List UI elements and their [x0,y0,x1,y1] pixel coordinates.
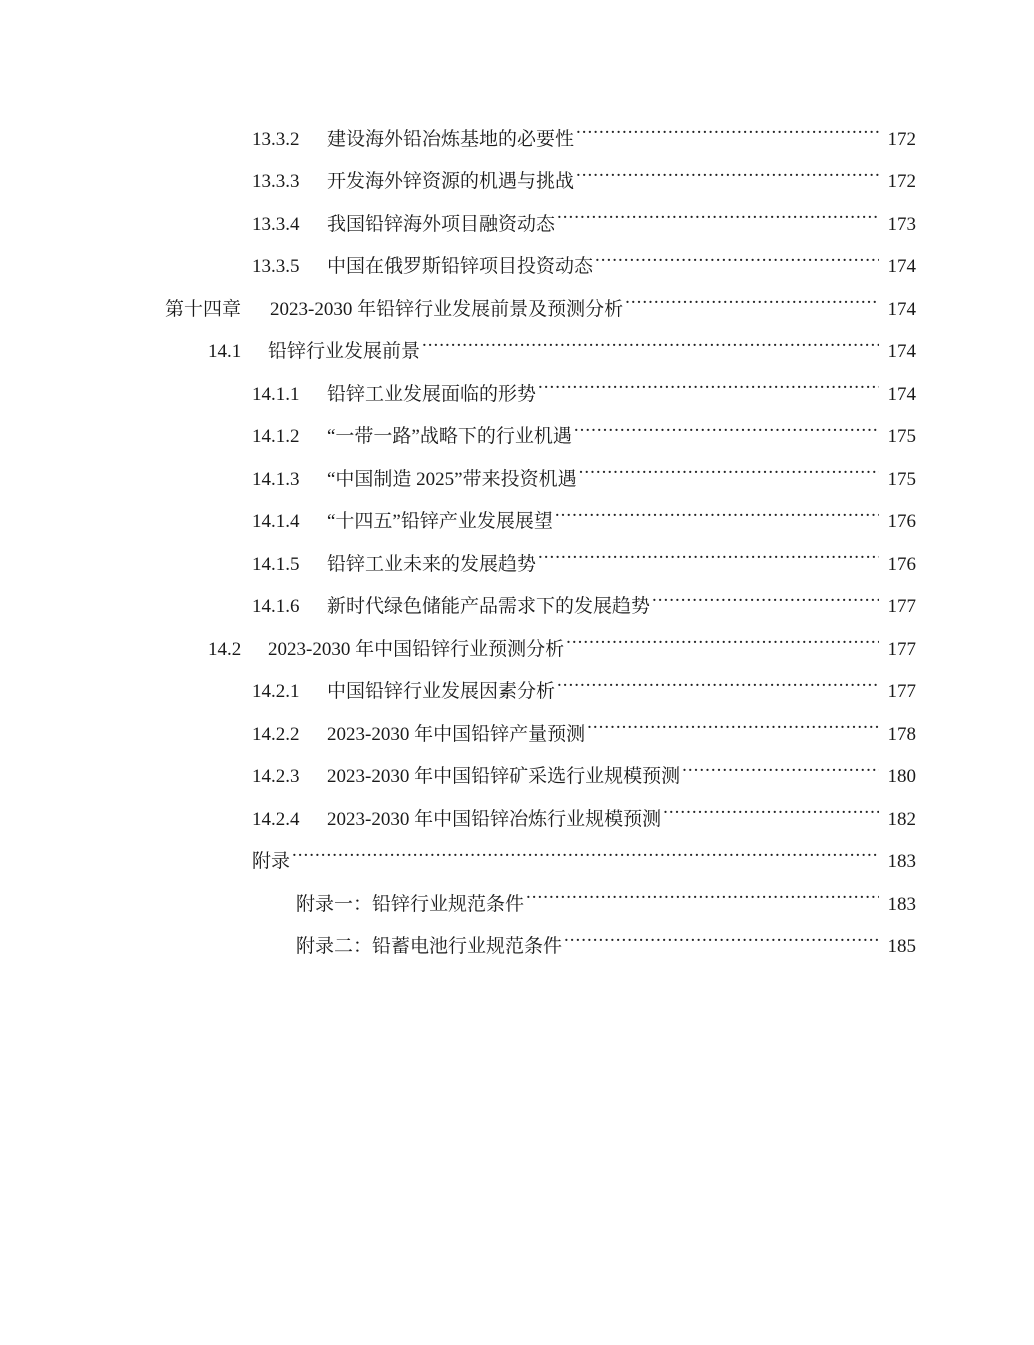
toc-entry-number: 13.3.3 [252,171,300,193]
toc-entry-appendix[interactable] [0,841,916,884]
dot-leader [682,756,879,775]
toc-entry-14-1-3[interactable] [0,458,916,501]
toc-entry-title: 2023-2030 年中国铅锌产量预测 [327,723,586,745]
toc-entry-title: 2023-2030 年铅锌行业发展前景及预测分析 [270,298,624,320]
dot-leader [566,628,879,647]
toc-entry-number: 第十四章 [165,298,242,320]
toc-entry-number: 13.3.5 [252,256,300,278]
dot-leader [663,798,879,817]
toc-entry-number: 13.3.2 [252,128,300,150]
toc-entry-page: 174 [887,383,916,405]
toc-entry-page: 185 [887,936,916,958]
toc-entry-number: 14.2 [208,638,242,660]
toc-entry-13-3-2[interactable] [0,118,916,161]
toc-entry-appendix-1[interactable] [0,883,916,926]
toc-entry-14-2-1[interactable] [0,671,916,714]
dot-leader [564,926,879,945]
toc-entry-title: 中国在俄罗斯铅锌项目投资动态 [327,256,594,278]
toc-entry-13-3-4[interactable] [0,203,916,246]
toc-entry-13-3-3[interactable] [0,161,916,204]
toc-entry-page: 177 [887,681,916,703]
toc-entry-title: 建设海外铅冶炼基地的必要性 [327,128,575,150]
toc-entry-page: 173 [887,213,916,235]
toc-entry-number: 14.1.4 [252,511,300,533]
toc-entry-title: 附录二：铅蓄电池行业规范条件 [296,936,563,958]
toc-entry-number: 14.2.4 [252,808,300,830]
toc-entry-page: 174 [887,256,916,278]
toc-entry-page: 176 [887,511,916,533]
toc-entry-title: 中国铅锌行业发展因素分析 [327,681,556,703]
table-of-contents [0,118,1034,968]
toc-entry-page: 180 [887,766,916,788]
toc-entry-appendix-2[interactable] [0,926,916,969]
toc-entry-number: 14.1 [208,341,242,363]
dot-leader [625,288,879,307]
toc-entry-title: 附录一：铅锌行业规范条件 [296,893,525,915]
toc-entry-page: 175 [887,468,916,490]
toc-entry-number: 14.2.2 [252,723,300,745]
toc-entry-title: 2023-2030 年中国铅锌矿采选行业规模预测 [327,766,681,788]
toc-entry-chapter-14[interactable] [0,288,916,331]
toc-entry-number: 14.1.2 [252,426,300,448]
toc-entry-number: 14.2.1 [252,681,300,703]
toc-entry-page: 176 [887,553,916,575]
dot-leader [557,203,879,222]
toc-entry-number: 14.2.3 [252,766,300,788]
toc-entry-number: 13.3.4 [252,213,300,235]
toc-entry-14-1[interactable] [0,331,916,374]
toc-entry-title: 我国铅锌海外项目融资动态 [327,213,556,235]
toc-entry-14-2-3[interactable] [0,756,916,799]
toc-entry-title: “一带一路”战略下的行业机遇 [327,426,572,448]
dot-leader [579,458,879,477]
toc-entry-page: 175 [887,426,916,448]
toc-entry-page: 172 [887,171,916,193]
dot-leader [652,586,879,605]
toc-entry-number: 14.1.3 [252,468,300,490]
toc-entry-title: 2023-2030 年中国铅锌冶炼行业规模预测 [327,808,662,830]
toc-entry-title: “中国制造 2025”带来投资机遇 [327,468,577,490]
dot-leader [576,161,879,180]
toc-entry-13-3-5[interactable] [0,246,916,289]
toc-entry-page: 177 [887,596,916,618]
toc-entry-page: 183 [887,893,916,915]
toc-entry-14-1-2[interactable] [0,416,916,459]
toc-entry-number: 14.1.5 [252,553,300,575]
dot-leader [422,331,879,350]
toc-entry-14-2[interactable] [0,628,916,671]
toc-entry-title: 新时代绿色储能产品需求下的发展趋势 [327,596,651,618]
toc-entry-14-2-4[interactable] [0,798,916,841]
dot-leader [555,501,879,520]
toc-entry-14-1-5[interactable] [0,543,916,586]
dot-leader [538,373,879,392]
toc-entry-title: 附录 [252,851,291,873]
dot-leader [538,543,879,562]
toc-entry-title: “十四五”铅锌产业发展展望 [327,511,553,533]
dot-leader [574,416,879,435]
toc-entry-title: 铅锌工业发展面临的形势 [327,383,537,405]
toc-entry-14-2-2[interactable] [0,713,916,756]
toc-entry-page: 172 [887,128,916,150]
toc-entry-page: 178 [887,723,916,745]
toc-entry-14-1-6[interactable] [0,586,916,629]
dot-leader [292,841,879,860]
toc-entry-page: 177 [887,638,916,660]
toc-entry-title: 铅锌行业发展前景 [268,341,421,363]
dot-leader [576,118,879,137]
dot-leader [595,246,879,265]
toc-entry-page: 182 [887,808,916,830]
dot-leader [587,713,879,732]
toc-entry-page: 183 [887,851,916,873]
toc-entry-title: 2023-2030 年中国铅锌行业预测分析 [268,638,565,660]
toc-entry-title: 开发海外锌资源的机遇与挑战 [327,171,575,193]
dot-leader [557,671,879,690]
toc-entry-page: 174 [887,341,916,363]
toc-entry-page: 174 [887,298,916,320]
toc-entry-14-1-4[interactable] [0,501,916,544]
toc-entry-14-1-1[interactable] [0,373,916,416]
dot-leader [526,883,879,902]
toc-entry-title: 铅锌工业未来的发展趋势 [327,553,537,575]
toc-entry-number: 14.1.1 [252,383,300,405]
toc-entry-number: 14.1.6 [252,596,300,618]
